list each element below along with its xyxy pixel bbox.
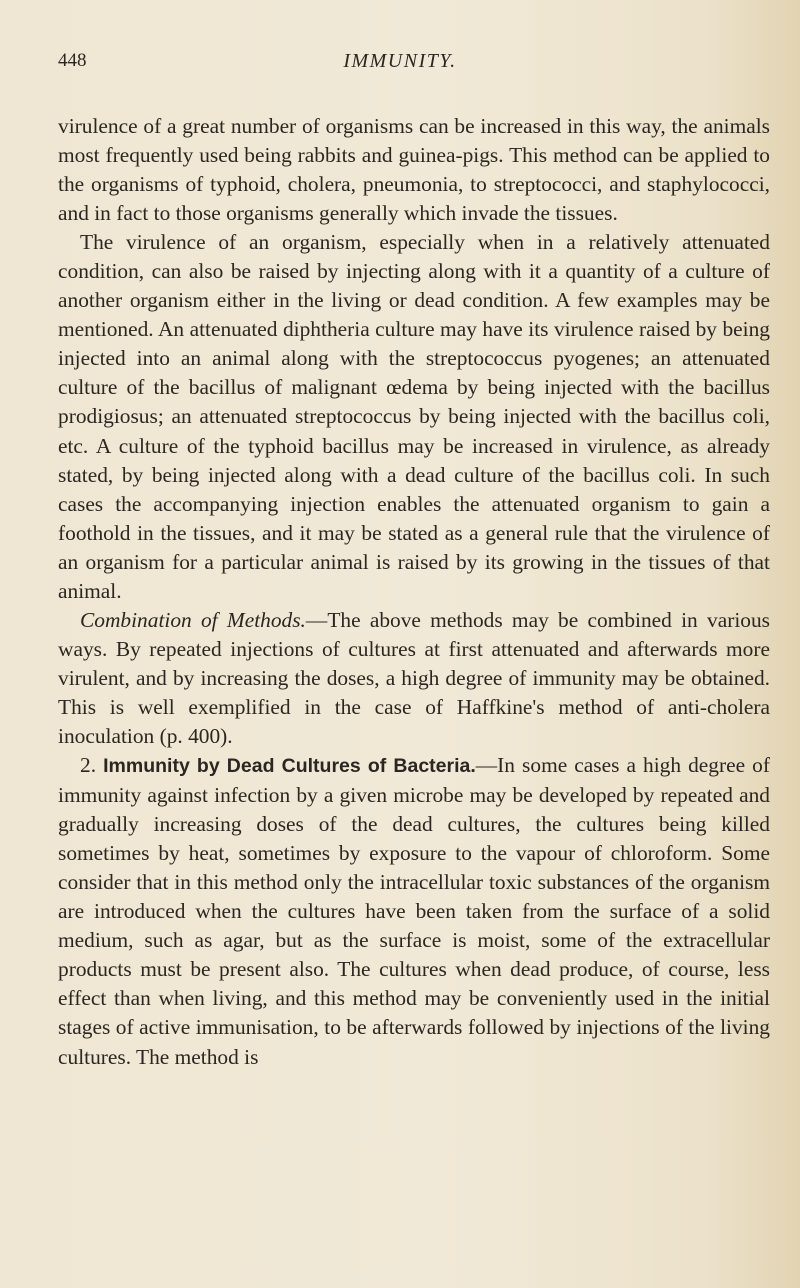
paragraph-dead-cultures <box>58 751 770 1072</box>
section-number: 2. <box>80 753 97 778</box>
body-text <box>58 112 770 1072</box>
subsection-heading: Combination of Methods. <box>80 607 306 632</box>
running-head: IMMUNITY. <box>343 50 457 72</box>
page-header <box>58 50 742 76</box>
paragraph-continuation: virulence of a great number of organisms can be increased in this way, the animals most frequently used being rabbits and guinea-pigs. This method can be applied to the organisms of typhoid, cholera, pneumonia, to streptococci, and staphylococci, and in fact to those organisms generally which invade the tissues. <box>58 114 770 226</box>
paragraph-text: —In some cases a high degree of immunity against infection by a given microbe may be developed by repeated and gradually increasing doses of the dead cultures, the cultures being killed sometimes by heat, sometimes by exposure to the vapour of chloroform. Some consider that in this method only the intracellular toxic substances of the organism are introduced when the cultures have been taken from the surface of a solid medium, such as agar, but as the surface is moist, some of the extracellular products must be present also. The cultures when dead produce, of course, less effect than when living, and this method may be conveniently used in the initial stages of active immunisation, to be afterwards followed by injections of the living cultures. The method is <box>58 753 770 1069</box>
paragraph-combination-of-methods <box>58 606 770 751</box>
section-heading: Immunity by Dead Cultures of Bacteria. <box>103 755 476 778</box>
paragraph-virulence: The virulence of an organism, especially when in a relatively attenuated condition, can also be raised by injecting along with it a quantity of a culture of another organism either in the living or dead condition. A few examples may be mentioned. An attenuated diphtheria culture may have its virulence raised by being injected into an animal along with the streptococcus pyogenes; an attenuated culture of the bacillus of malignant œdema by being injected with the bacillus prodigiosus; an attenuated streptococcus by being injected with the bacillus coli, etc. A culture of the typhoid bacillus may be increased in virulence, as already stated, by being injected along with a dead culture of the bacillus coli. In such cases the accompanying injection enables the attenuated organism to gain a foothold in the tissues, and it may be stated as a general rule that the virulence of an organism for a particular animal is raised by its growing in the tissues of that animal. <box>58 230 770 603</box>
paragraph-text: —The above methods may be combined in various ways. By repeated injections of cultures at first attenuated and afterwards more virulent, and by increasing the doses, a high degree of immunity may be obtained. This is well exemplified in the case of Haffkine's method of anti-cholera inoculation (p. 400). <box>58 607 770 748</box>
page-number: 448 <box>58 50 87 71</box>
